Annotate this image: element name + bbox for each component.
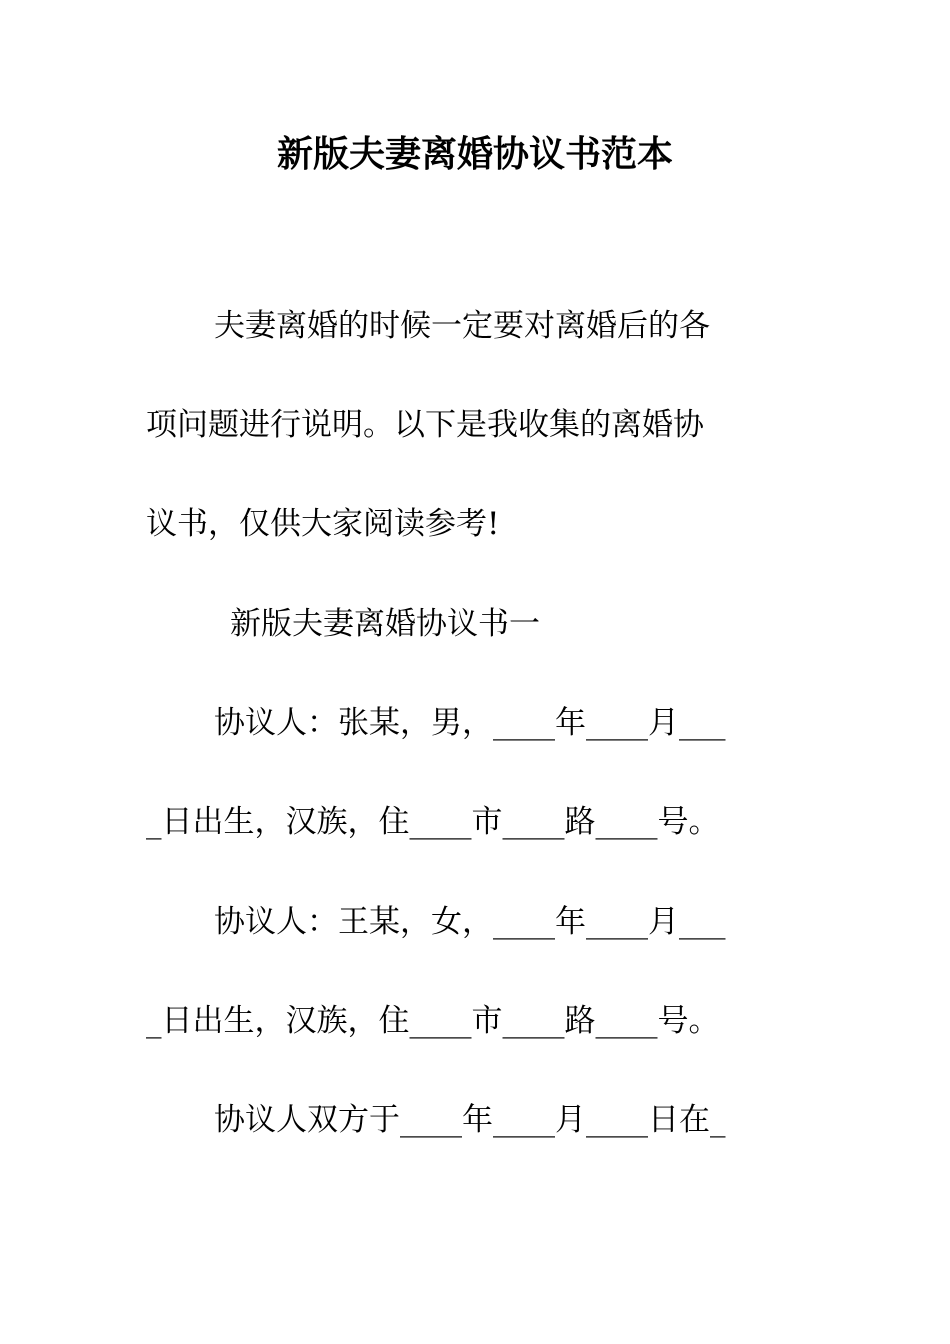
document-title: 新版夫妻离婚协议书范本 <box>276 133 673 175</box>
party-wang-line-1: 协议人：王某，女，____年____月___ <box>214 904 726 940</box>
paragraph-intro-line-3: 议书，仅供大家阅读参考! <box>146 506 500 542</box>
party-wang-line-2: _日出生，汉族，住____市____路____号。 <box>146 1003 720 1039</box>
party-zhang-line-1: 协议人：张某，男，____年____月___ <box>214 705 726 741</box>
paragraph-intro-line-1: 夫妻离婚的时候一定要对离婚后的各 <box>214 308 710 344</box>
party-zhang-line-2: _日出生，汉族，住____市____路____号。 <box>146 804 720 840</box>
section-heading: 新版夫妻离婚协议书一 <box>230 606 540 642</box>
agreement-date-line: 协议人双方于____年____月____日在_ <box>214 1102 726 1138</box>
paragraph-intro-line-2: 项问题进行说明。以下是我收集的离婚协 <box>146 407 704 443</box>
